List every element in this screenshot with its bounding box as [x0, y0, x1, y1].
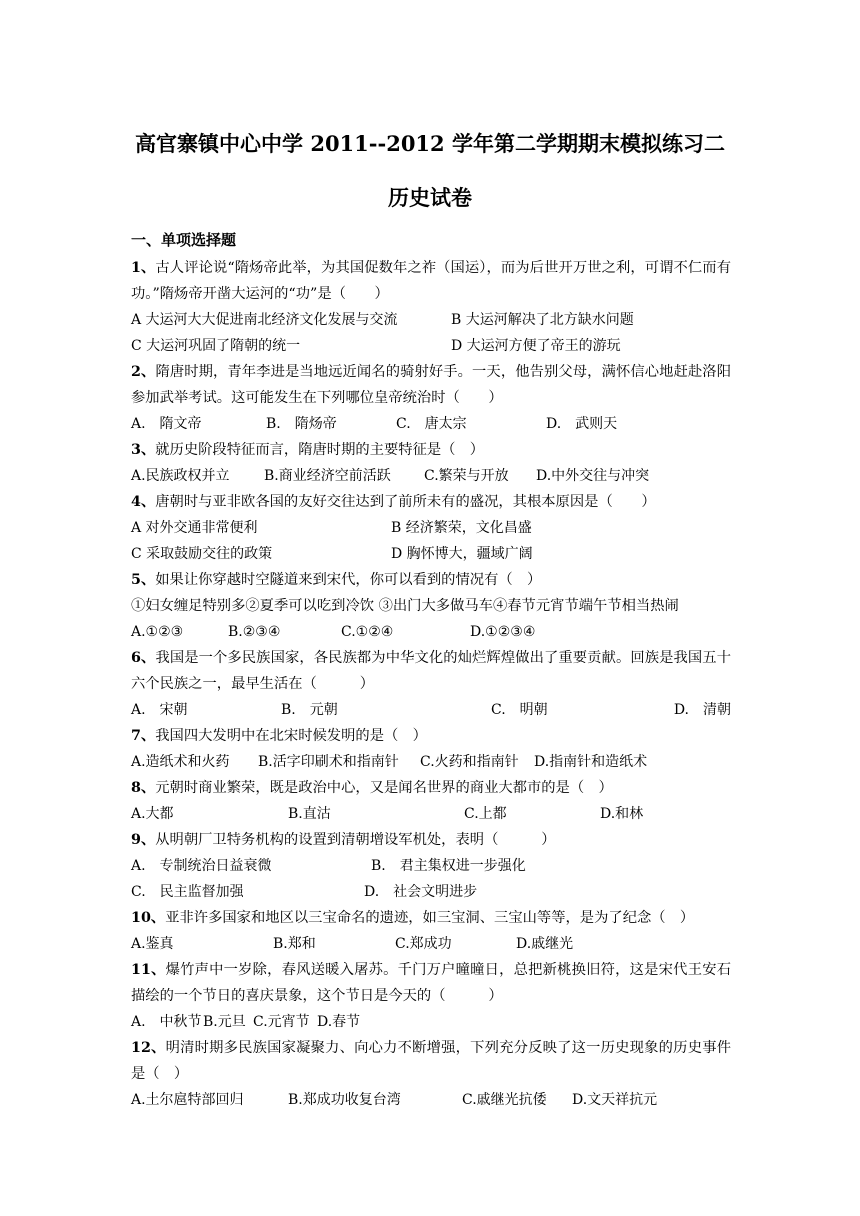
question-stem: 古人评论说“隋炀帝此举，为其国促数年之祚（国运），而为后世开万世之利，可谓不仁而有功。”隋炀帝开凿大运河的“功”是（ ） — [131, 260, 731, 302]
option-a[interactable]: A.造纸术和火药 — [131, 754, 230, 770]
option-a[interactable]: A.大都 — [131, 806, 174, 822]
question-stem: 明清时期多民族国家凝聚力、向心力不断增强，下列充分反映了这一历史现象的历史事件是（ ） — [131, 1040, 731, 1082]
option-b[interactable]: B. 君主集权进一步强化 — [371, 858, 526, 874]
option-b[interactable]: B. 元朝 — [281, 702, 338, 718]
option-group — [131, 619, 731, 645]
question-stem: 亚非许多国家和地区以三宝命名的遗迹，如三宝洞、三宝山等等，是为了纪念（ ） — [165, 910, 695, 926]
question-8 — [131, 775, 731, 827]
option-c[interactable]: C.①②④ — [341, 624, 394, 640]
question-list — [131, 255, 731, 1113]
option-c[interactable]: C 采取鼓励交往的政策 — [131, 546, 273, 562]
exam-title: 高官寨镇中心中学 2011--2012 学年第二学期期末模拟练习二 — [135, 131, 725, 156]
question-number: 7、 — [131, 728, 156, 744]
question-stem: 爆竹声中一岁除，春风送暖入屠苏。千门万户曈曈日，总把新桃换旧符，这是宋代王安石描绘的一个节日的喜庆景象，这个节日是今天的（ ） — [131, 962, 731, 1004]
question-number: 9、 — [131, 832, 156, 848]
option-a[interactable]: A 对外交通非常便利 — [131, 520, 258, 536]
option-d[interactable]: D.指南针和造纸术 — [534, 754, 648, 770]
question-stem: 如果让你穿越时空隧道来到宋代，你可以看到的情况有（ ） — [155, 572, 542, 588]
option-b[interactable]: B.元旦 — [203, 1014, 246, 1030]
question-4 — [131, 489, 731, 567]
option-d[interactable]: D. 社会文明进步 — [364, 884, 478, 900]
option-c[interactable]: C.郑成功 — [395, 936, 452, 952]
option-d[interactable]: D. 武则天 — [546, 416, 618, 432]
option-a[interactable]: A. 宋朝 — [131, 702, 188, 718]
question-number: 1、 — [131, 260, 156, 276]
question-number: 2、 — [131, 364, 156, 380]
option-a[interactable]: A. 专制统治日益衰微 — [131, 858, 272, 874]
question-stem: 元朝时商业繁荣，既是政治中心，又是闻名世界的商业大都市的是（ ） — [155, 780, 613, 796]
option-b[interactable]: B 经济繁荣，文化昌盛 — [391, 520, 532, 536]
question-number: 11、 — [131, 962, 166, 978]
option-group — [131, 697, 731, 723]
option-c[interactable]: C.火药和指南针 — [420, 754, 519, 770]
option-a[interactable]: A.土尔扈特部回归 — [131, 1092, 244, 1108]
question-number: 8、 — [131, 780, 156, 796]
option-b[interactable]: B.②③④ — [228, 624, 281, 640]
option-c[interactable]: C 大运河巩固了隋朝的统一 — [131, 338, 301, 354]
exam-subtitle: 历史试卷 — [388, 185, 472, 210]
question-stem: 隋唐时期，青年李进是当地远近闻名的骑射好手。一天，他告别父母，满怀信心地赶赴洛阳参加武举考试。这可能发生在下列哪位皇帝统治时（ ） — [131, 364, 731, 406]
option-group — [131, 307, 731, 359]
option-c[interactable]: C.上都 — [464, 806, 507, 822]
question-statements: ①妇女缠足特别多②夏季可以吃到冷饮 ③出门大多做马车④春节元宵节端午节相当热闹 — [131, 598, 679, 614]
question-12 — [131, 1035, 731, 1113]
option-b[interactable]: B.郑和 — [273, 936, 316, 952]
question-number: 4、 — [131, 494, 156, 510]
option-a[interactable]: A 大运河大大促进南北经济文化发展与交流 — [131, 312, 398, 328]
option-a[interactable]: A.①②③ — [131, 624, 184, 640]
option-group — [131, 411, 731, 437]
option-a[interactable]: A. 隋文帝 — [131, 416, 202, 432]
section-heading: 一、单项选择题 — [131, 231, 237, 249]
question-5 — [131, 567, 731, 645]
question-1 — [131, 255, 731, 359]
option-group — [131, 749, 731, 775]
question-11 — [131, 957, 731, 1035]
option-a[interactable]: A.民族政权并立 — [131, 468, 230, 484]
option-group — [131, 515, 731, 567]
question-stem: 唐朝时与亚非欧各国的友好交往达到了前所未有的盛况，其根本原因是（ ） — [155, 494, 656, 510]
option-b[interactable]: B.直沽 — [288, 806, 331, 822]
option-b[interactable]: B.活字印刷术和指南针 — [258, 754, 399, 770]
question-number: 5、 — [131, 572, 156, 588]
option-d[interactable]: D.戚继光 — [516, 936, 574, 952]
question-stem: 我国四大发明中在北宋时候发明的是（ ） — [155, 728, 427, 744]
option-a[interactable]: A.鉴真 — [131, 936, 174, 952]
question-number: 12、 — [131, 1040, 166, 1056]
option-c[interactable]: C. 唐太宗 — [396, 416, 467, 432]
option-d[interactable]: D.中外交往与冲突 — [536, 468, 650, 484]
option-b[interactable]: B.商业经济空前活跃 — [264, 468, 391, 484]
question-9 — [131, 827, 731, 905]
option-group — [131, 931, 731, 957]
option-c[interactable]: C.繁荣与开放 — [424, 468, 509, 484]
question-stem: 我国是一个多民族国家，各民族都为中华文化的灿烂辉煌做出了重要贡献。回族是我国五十六个民族之一，最早生活在（ ） — [131, 650, 731, 692]
option-group — [131, 463, 731, 489]
option-d[interactable]: D.春节 — [317, 1014, 361, 1030]
option-d[interactable]: D 胸怀博大，疆域广阔 — [391, 546, 533, 562]
option-d[interactable]: D.文天祥抗元 — [572, 1092, 658, 1108]
question-10 — [131, 905, 731, 957]
option-d[interactable]: D.①②③④ — [470, 624, 536, 640]
question-stem: 就历史阶段特征而言，隋唐时期的主要特征是（ ） — [155, 442, 485, 458]
option-c[interactable]: C. 民主监督加强 — [131, 884, 244, 900]
question-3 — [131, 437, 731, 489]
option-d[interactable]: D. 清朝 — [673, 702, 731, 718]
option-d[interactable]: D 大运河方便了帝王的游玩 — [451, 338, 621, 354]
option-d[interactable]: D.和林 — [600, 806, 644, 822]
option-b[interactable]: B 大运河解决了北方缺水问题 — [451, 312, 634, 328]
option-c[interactable]: C. 明朝 — [491, 702, 548, 718]
option-c[interactable]: C.元宵节 — [253, 1014, 310, 1030]
option-b[interactable]: B. 隋炀帝 — [266, 416, 337, 432]
question-2 — [131, 359, 731, 437]
option-a[interactable]: A. 中秋节 — [131, 1014, 202, 1030]
question-number: 6、 — [131, 650, 156, 666]
option-group — [131, 1009, 731, 1035]
option-b[interactable]: B.郑成功收复台湾 — [288, 1092, 401, 1108]
question-number: 3、 — [131, 442, 156, 458]
option-group — [131, 1087, 731, 1113]
option-c[interactable]: C.戚继光抗倭 — [462, 1092, 547, 1108]
option-group — [131, 801, 731, 827]
option-group — [131, 853, 731, 905]
question-number: 10、 — [131, 910, 166, 926]
question-7 — [131, 723, 731, 775]
question-6 — [131, 645, 731, 723]
question-stem: 从明朝厂卫特务机构的设置到清朝增设军机处，表明（ ） — [155, 832, 556, 848]
